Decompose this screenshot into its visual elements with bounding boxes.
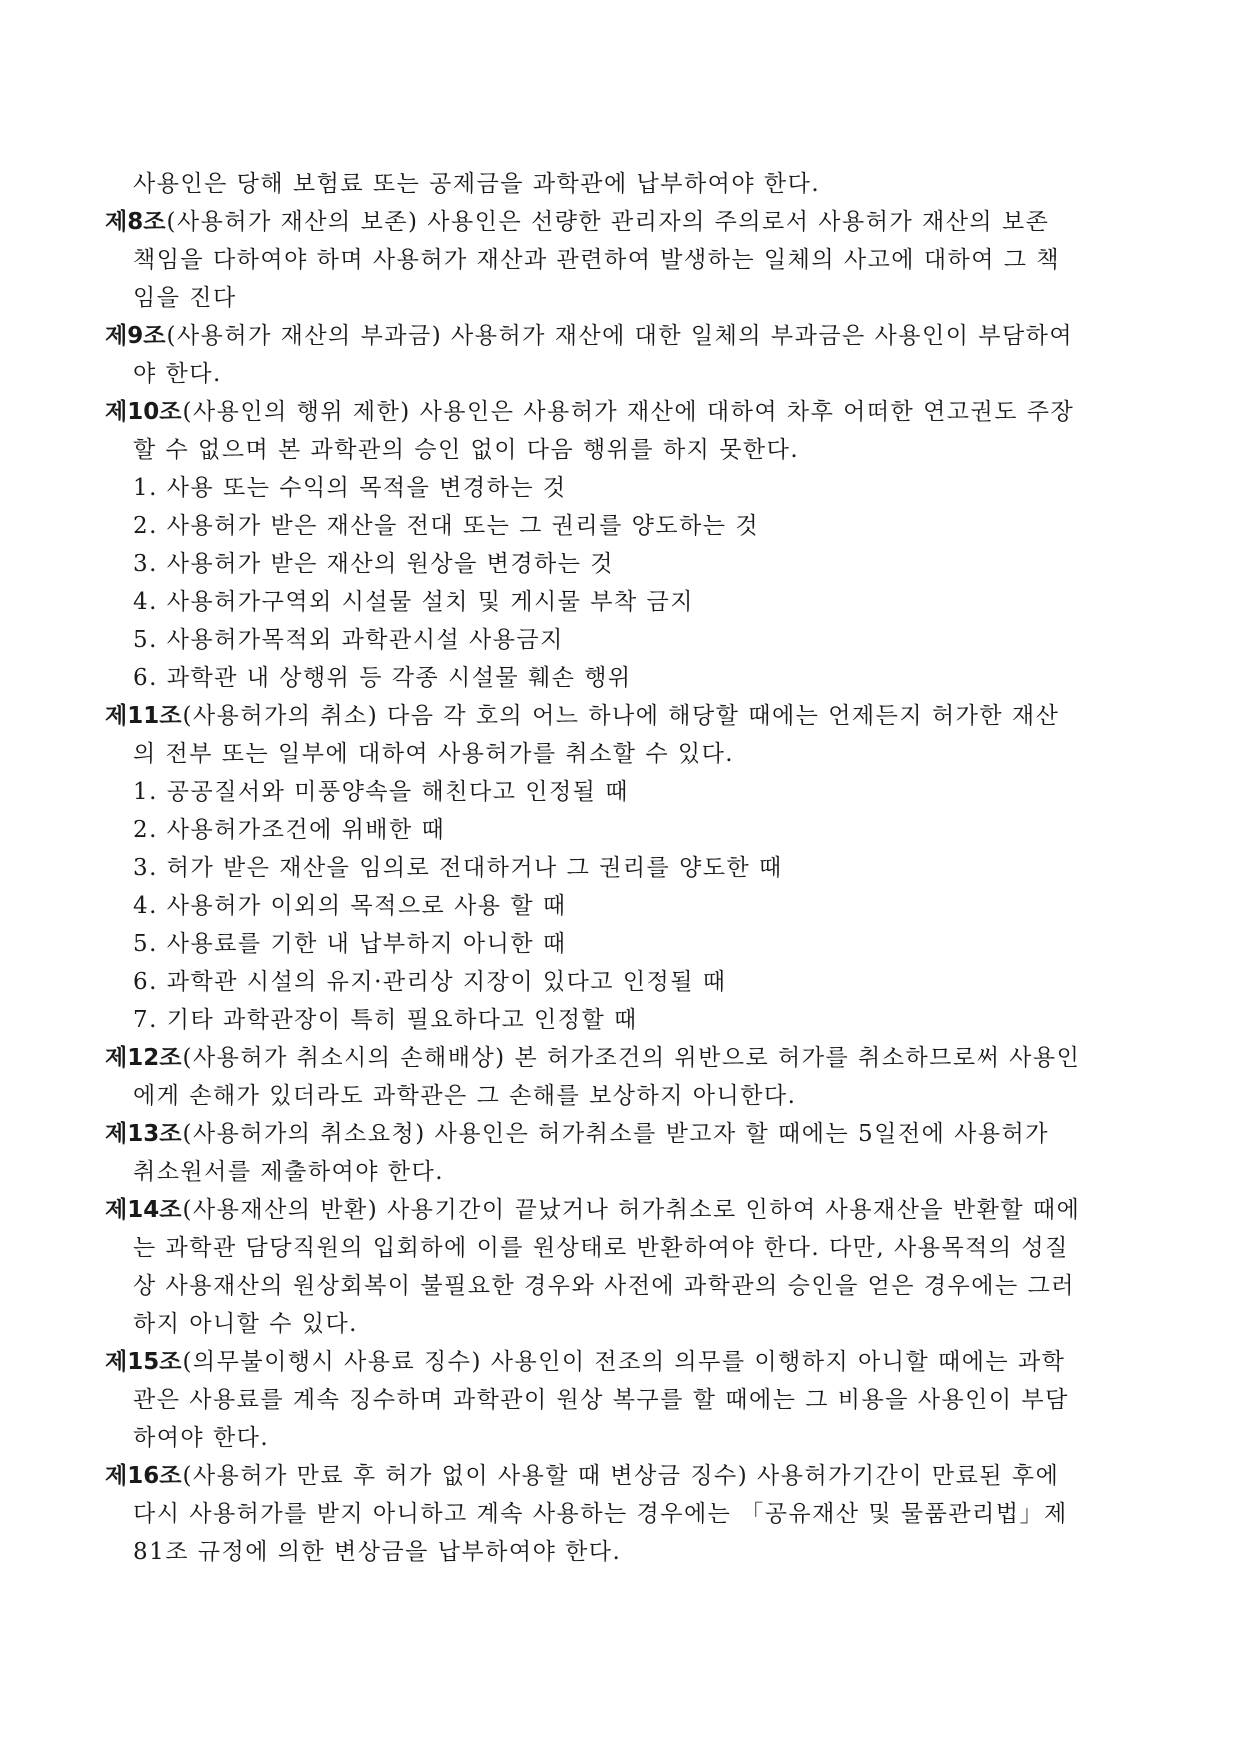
article-continuation: 81조 규정에 의한 변상금을 납부하여야 한다. (133, 1539, 622, 1565)
article-12 (105, 1039, 1135, 1115)
list-item: 6. 과학관 시설의 유지·관리상 지장이 있다고 인정될 때 (133, 969, 727, 995)
article-continuation: 책임을 다하여야 하며 사용허가 재산과 관련하여 발생하는 일체의 사고에 대하여 그 책 (133, 247, 1061, 273)
article-continuation: 임을 진다 (133, 285, 237, 311)
list-item: 2. 사용허가 받은 재산을 전대 또는 그 권리를 양도하는 것 (133, 513, 760, 539)
article-number: 제14조 (105, 1197, 182, 1223)
article-continuation: 는 과학관 담당직원의 입회하에 이를 원상태로 반환하여야 한다. 다만, 사용목적의 성질 (133, 1235, 1069, 1261)
article-number: 제16조 (105, 1463, 182, 1489)
article-number: 제11조 (105, 703, 182, 729)
list-item: 6. 과학관 내 상행위 등 각종 시설물 훼손 행위 (133, 665, 632, 691)
article-number: 제10조 (105, 399, 182, 425)
article-continuation: 하여야 한다. (133, 1425, 270, 1451)
article-text: (사용허가의 취소요청) 사용인은 허가취소를 받고자 할 때에는 5일전에 사용허가 (182, 1121, 1049, 1147)
article-continuation: 하지 아니할 수 있다. (133, 1311, 358, 1337)
article-15 (105, 1343, 1135, 1457)
article-continuation: 관은 사용료를 계속 징수하며 과학관이 원상 복구를 할 때에는 그 비용을 사용인이 부담 (133, 1387, 1069, 1413)
list-item: 4. 사용허가 이외의 목적으로 사용 할 때 (133, 893, 567, 919)
article-text: (사용허가 재산의 보존) 사용인은 선량한 관리자의 주의로서 사용허가 재산의 보존 (166, 209, 1050, 235)
article-continuation: 다시 사용허가를 받지 아니하고 계속 사용하는 경우에는 「공유재산 및 물품관리법」제 (133, 1501, 1068, 1527)
article-16 (105, 1457, 1135, 1571)
article-text: (사용허가 재산의 부과금) 사용허가 재산에 대한 일체의 부과금은 사용인이 부담하여 (166, 323, 1074, 349)
list-item: 4. 사용허가구역외 시설물 설치 및 게시물 부착 금지 (133, 589, 694, 615)
article-10 (105, 393, 1135, 697)
article-number: 제8조 (105, 209, 166, 235)
article-11 (105, 697, 1135, 1039)
article-text: (사용재산의 반환) 사용기간이 끝났거나 허가취소로 인하여 사용재산을 반환할 때에 (182, 1197, 1081, 1223)
article-9 (105, 317, 1135, 393)
list-item: 1. 공공질서와 미풍양속을 해친다고 인정될 때 (133, 779, 629, 805)
list-item: 5. 사용료를 기한 내 납부하지 아니한 때 (133, 931, 567, 957)
article-continuation: 에게 손해가 있더라도 과학관은 그 손해를 보상하지 아니한다. (133, 1083, 797, 1109)
article-number: 제13조 (105, 1121, 182, 1147)
article-continuation: 할 수 없으며 본 과학관의 승인 없이 다음 행위를 하지 못한다. (133, 437, 800, 463)
article-text: (사용인의 행위 제한) 사용인은 사용허가 재산에 대하여 차후 어떠한 연고권도 주장 (182, 399, 1075, 425)
list-item: 3. 사용허가 받은 재산의 원상을 변경하는 것 (133, 551, 615, 577)
article-8 (105, 203, 1135, 317)
list-item: 1. 사용 또는 수익의 목적을 변경하는 것 (133, 475, 567, 501)
document-body (105, 165, 1135, 1571)
list-item: 2. 사용허가조건에 위배한 때 (133, 817, 446, 843)
list-item: 3. 허가 받은 재산을 임의로 전대하거나 그 권리를 양도한 때 (133, 855, 783, 881)
article-text: (사용허가 만료 후 허가 없이 사용할 때 변상금 징수) 사용허가기간이 만료된 후에 (182, 1463, 1060, 1489)
list-item: 5. 사용허가목적외 과학관시설 사용금지 (133, 627, 564, 653)
article-14 (105, 1191, 1135, 1343)
article-text: (의무불이행시 사용료 징수) 사용인이 전조의 의무를 이행하지 아니할 때에는 과학 (182, 1349, 1066, 1375)
article-continuation: 의 전부 또는 일부에 대하여 사용허가를 취소할 수 있다. (133, 741, 735, 767)
article-number: 제12조 (105, 1045, 182, 1071)
article-continuation: 취소원서를 제출하여야 한다. (133, 1159, 445, 1185)
list-item: 7. 기타 과학관장이 특히 필요하다고 인정할 때 (133, 1007, 638, 1033)
article-text: (사용허가의 취소) 다음 각 호의 어느 하나에 해당할 때에는 언제든지 허가한 재산 (182, 703, 1060, 729)
article-13 (105, 1115, 1135, 1191)
article-continuation: 상 사용재산의 원상회복이 불필요한 경우와 사전에 과학관의 승인을 얻은 경우에는 그러 (133, 1273, 1075, 1299)
opening-line: 사용인은 당해 보험료 또는 공제금을 과학관에 납부하여야 한다. (133, 171, 821, 197)
article-continuation: 야 한다. (133, 361, 222, 387)
article-number: 제9조 (105, 323, 166, 349)
article-text: (사용허가 취소시의 손해배상) 본 허가조건의 위반으로 허가를 취소하므로써 사용인 (182, 1045, 1081, 1071)
article-number: 제15조 (105, 1349, 182, 1375)
